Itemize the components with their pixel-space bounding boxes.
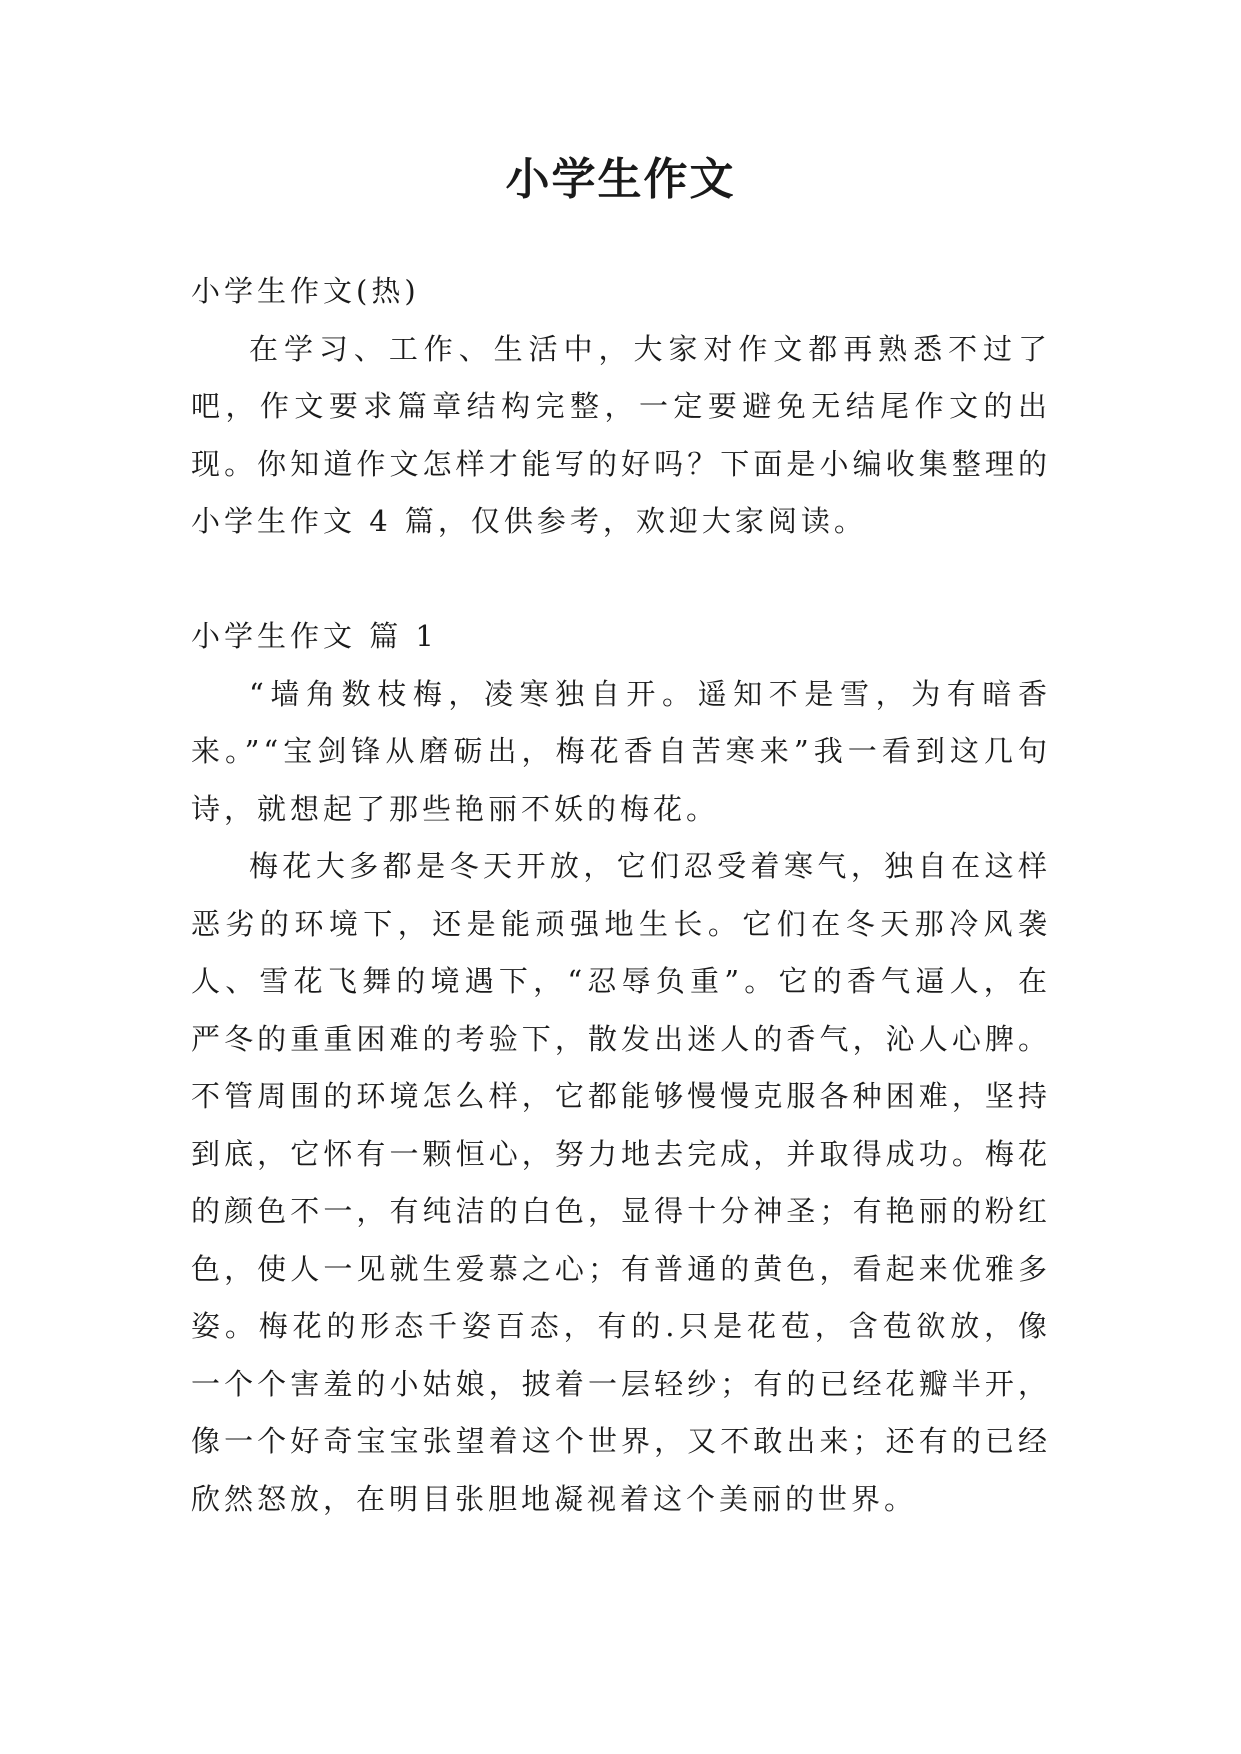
section-spacer	[191, 551, 1051, 609]
document-body	[191, 263, 1051, 1528]
section-1-paragraph-2: 梅花大多都是冬天开放，它们忍受着寒气，独自在这样恶劣的环境下，还是能顽强地生长。它们在冬天那冷风袭人、雪花飞舞的境遇下，“忍辱负重”。它的香气逼人，在严冬的重重困难的考验下，散发出迷人的香气，沁人心脾。不管周围的环境怎么样，它都能够慢慢克服各种困难，坚持到底，它怀有一颗恒心，努力地去完成，并取得成功。梅花的颜色不一，有纯洁的白色，显得十分神圣；有艳丽的粉红色，使人一见就生爱慕之心；有普通的黄色，看起来优雅多姿。梅花的形态千姿百态，有的.只是花苞，含苞欲放，像一个个害羞的小姑娘，披着一层轻纱；有的已经花瓣半开，像一个好奇宝宝张望着这个世界，又不敢出来；还有的已经欣然怒放，在明目张胆地凝视着这个美丽的世界。	[191, 849, 1051, 1516]
intro-paragraph: 在学习、工作、生活中，大家对作文都再熟悉不过了吧，作文要求篇章结构完整，一定要避免无结尾作文的出现。你知道作文怎样才能写的好吗？下面是小编收集整理的小学生作文 4 篇，仅供参考，欢迎大家阅读。	[191, 331, 1051, 538]
section-1-heading: 小学生作文 篇 1	[191, 619, 438, 653]
section-1-paragraph-1: “墙角数枝梅，凌寒独自开。遥知不是雪，为有暗香来。”“宝剑锋从磨砺出，梅花香自苦寒来”我一看到这几句诗，就想起了那些艳丽不妖的梅花。	[191, 676, 1051, 826]
intro-heading: 小学生作文(热)	[191, 274, 420, 308]
page-title: 小学生作文	[505, 154, 736, 205]
